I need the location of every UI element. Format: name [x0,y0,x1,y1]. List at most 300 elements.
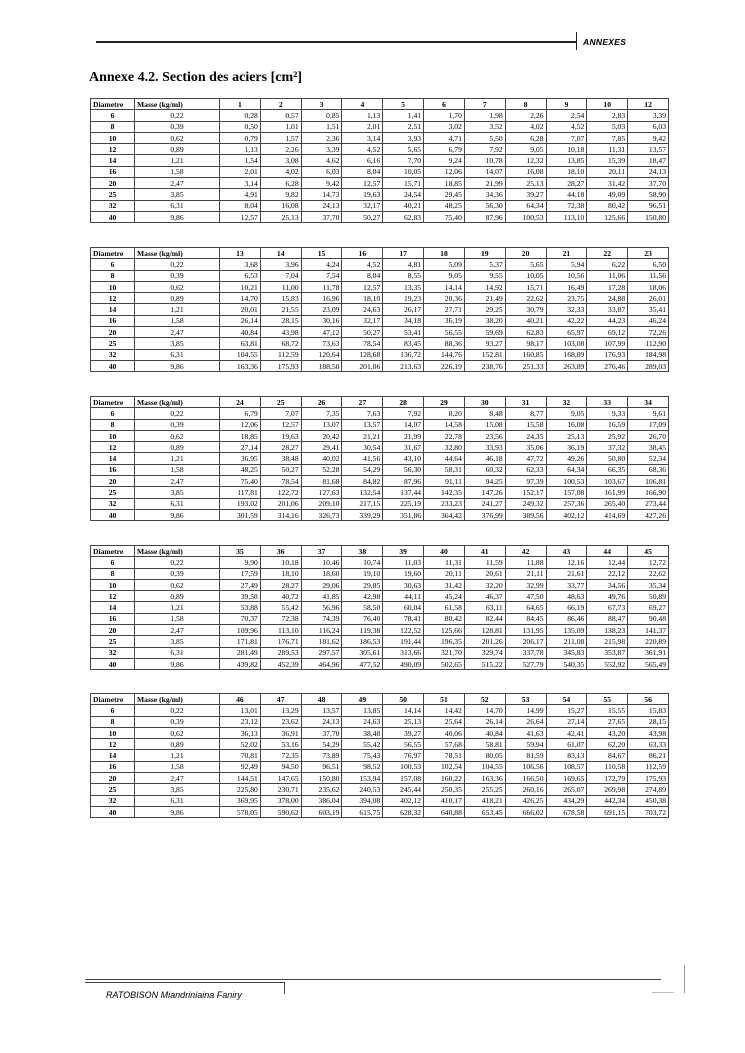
section-cell: 3,14 [342,132,383,143]
section-cell: 78,54 [260,476,301,487]
bar-count-header: 22 [587,248,628,259]
section-cell: 1,51 [301,121,342,132]
section-cell: 49,09 [587,189,628,200]
section-cell: 29,41 [301,442,342,453]
section-cell: 128,68 [342,349,383,360]
section-cell: 88,47 [587,613,628,624]
mass-cell: 3,85 [135,338,220,349]
table-row [91,315,669,326]
section-cell: 22,62 [628,568,669,579]
section-cell: 106,56 [505,761,546,772]
diameter-cell: 25 [91,636,135,647]
section-cell: 50,80 [587,453,628,464]
diameter-cell: 6 [91,557,135,568]
section-cell: 238,76 [464,360,505,371]
section-cell: 233,23 [424,498,465,509]
section-cell: 351,86 [383,509,424,520]
section-cell: 220,89 [628,636,669,647]
section-cell: 3,39 [628,110,669,121]
section-cell: 10,18 [546,144,587,155]
section-cell: 50,89 [628,591,669,602]
section-cell: 73,63 [301,338,342,349]
section-cell: 52,34 [628,453,669,464]
section-cell: 29,06 [301,579,342,590]
section-cell: 42,41 [546,727,587,738]
section-cell: 23,75 [546,293,587,304]
section-cell: 160,85 [505,349,546,360]
mass-cell: 6,31 [135,349,220,360]
mass-cell: 0,62 [135,579,220,590]
section-cell: 34,56 [587,579,628,590]
section-cell: 276,46 [587,360,628,371]
section-cell: 40,06 [424,727,465,738]
mass-cell: 0,39 [135,121,220,132]
table-row [91,430,669,441]
section-cell: 251,33 [505,360,546,371]
mass-cell: 2,47 [135,476,220,487]
section-cell: 34,18 [383,315,424,326]
section-cell: 9,42 [301,178,342,189]
table-row [91,557,669,568]
section-cell: 9,24 [424,155,465,166]
section-cell: 58,31 [424,464,465,475]
table-row [91,338,669,349]
section-cell: 62,83 [383,211,424,222]
section-cell: 11,56 [628,270,669,281]
diameter-cell: 12 [91,442,135,453]
section-cell: 25,13 [260,211,301,222]
section-cell: 10,05 [383,166,424,177]
section-cell: 58,81 [464,739,505,750]
section-cell: 29,25 [464,304,505,315]
section-cell: 25,13 [505,178,546,189]
section-cell: 0,85 [301,110,342,121]
section-table-2 [90,247,669,372]
bar-count-header: 23 [628,248,669,259]
section-cell: 43,98 [260,327,301,338]
section-cell: 3,93 [383,132,424,143]
mass-cell: 3,85 [135,487,220,498]
mass-cell: 1,21 [135,304,220,315]
section-cell: 26,01 [628,293,669,304]
section-cell: 15,58 [505,419,546,430]
section-cell: 54,29 [342,464,383,475]
mass-cell: 0,22 [135,259,220,270]
section-cell: 241,27 [464,498,505,509]
section-cell: 12,72 [628,557,669,568]
diameter-cell: 10 [91,727,135,738]
section-cell: 15,55 [587,705,628,716]
section-cell: 17,59 [220,568,261,579]
section-cell: 5,65 [383,144,424,155]
section-cell: 127,63 [301,487,342,498]
mass-cell: 9,86 [135,509,220,520]
mass-cell: 0,62 [135,727,220,738]
diameter-cell: 12 [91,591,135,602]
section-cell: 44,11 [383,591,424,602]
section-cell: 8,04 [342,166,383,177]
section-cell: 3,52 [464,121,505,132]
section-cell: 1,01 [260,121,301,132]
diameter-cell: 6 [91,110,135,121]
section-cell: 52,02 [220,739,261,750]
mass-cell: 0,22 [135,557,220,568]
bar-count-header: 34 [628,397,669,408]
table-row [91,795,669,806]
section-cell: 14,70 [464,705,505,716]
section-cell: 33,77 [546,579,587,590]
table-row [91,155,669,166]
diameter-cell: 16 [91,613,135,624]
section-cell: 75,40 [220,476,261,487]
section-cell: 91,11 [424,476,465,487]
section-cell: 40,21 [505,315,546,326]
section-cell: 122,72 [260,487,301,498]
section-cell: 106,81 [628,476,669,487]
mass-cell: 3,85 [135,189,220,200]
table-row [91,121,669,132]
section-cell: 9,82 [260,189,301,200]
section-cell: 27,71 [424,304,465,315]
page-margin-mark [684,965,685,993]
section-cell: 265,40 [587,498,628,509]
bar-count-header: 1 [220,99,261,110]
table-row [91,476,669,487]
section-cell: 86,46 [546,613,587,624]
section-cell: 3,68 [220,259,261,270]
section-cell: 119,38 [342,625,383,636]
section-cell: 171,81 [220,636,261,647]
section-cell: 66,35 [587,464,628,475]
mass-cell: 2,47 [135,327,220,338]
bar-count-header: 32 [546,397,587,408]
section-cell: 426,25 [505,795,546,806]
section-cell: 590,62 [260,806,301,817]
section-cell: 81,59 [505,750,546,761]
diameter-cell: 20 [91,625,135,636]
section-cell: 26,14 [220,315,261,326]
section-cell: 16,96 [301,293,342,304]
section-cell: 44,18 [546,189,587,200]
diameter-cell: 16 [91,315,135,326]
section-cell: 70,37 [220,613,261,624]
section-cell: 86,21 [628,750,669,761]
mass-header: Masse (kg/ml) [135,99,220,110]
section-cell: 14,99 [505,705,546,716]
table-row [91,509,669,520]
section-cell: 12,57 [220,211,261,222]
section-cell: 211,08 [546,636,587,647]
table-header-row [91,99,669,110]
section-cell: 163,36 [220,360,261,371]
section-cell: 13,07 [301,419,342,430]
section-cell: 6,03 [301,166,342,177]
section-cell: 142,35 [424,487,465,498]
section-cell: 15,08 [464,419,505,430]
footer-rule-short [85,982,285,983]
section-cell: 274,89 [628,784,669,795]
table-row [91,773,669,784]
section-cell: 5,94 [546,259,587,270]
section-cell: 59,94 [505,739,546,750]
section-cell: 67,73 [587,602,628,613]
section-cell: 269,98 [587,784,628,795]
section-cell: 73,89 [301,750,342,761]
bar-count-header: 8 [505,99,546,110]
mass-cell: 1,58 [135,761,220,772]
section-cell: 153,94 [342,773,383,784]
section-cell: 131,95 [505,625,546,636]
section-cell: 11,31 [424,557,465,568]
section-cell: 477,52 [342,658,383,669]
section-cell: 24,13 [301,200,342,211]
bar-count-header: 12 [628,99,669,110]
diameter-cell: 40 [91,211,135,222]
diameter-cell: 20 [91,476,135,487]
section-cell: 191,44 [383,636,424,647]
section-cell: 3,02 [424,121,465,132]
section-cell: 9,90 [220,557,261,568]
section-cell: 18,10 [342,293,383,304]
diameter-cell: 40 [91,806,135,817]
section-cell: 152,17 [505,487,546,498]
section-cell: 62,20 [587,739,628,750]
diameter-cell: 32 [91,647,135,658]
section-cell: 434,29 [546,795,587,806]
page-margin-mark-h [652,992,674,993]
section-cell: 104,55 [220,349,261,360]
section-table-1 [90,98,669,223]
section-cell: 26,17 [383,304,424,315]
section-cell: 15,39 [587,155,628,166]
section-cell: 57,68 [424,739,465,750]
section-cell: 47,72 [505,453,546,464]
section-cell: 63,11 [464,602,505,613]
bar-count-header: 54 [546,694,587,705]
section-cell: 29,85 [342,579,383,590]
diameter-cell: 16 [91,464,135,475]
section-cell: 361,91 [628,647,669,658]
section-cell: 326,73 [301,509,342,520]
diameter-cell: 10 [91,132,135,143]
diameter-cell: 12 [91,293,135,304]
bar-count-header: 2 [260,99,301,110]
section-cell: 22,78 [424,430,465,441]
bar-count-header: 35 [220,546,261,557]
section-cell: 19,63 [260,430,301,441]
section-cell: 64,34 [546,464,587,475]
section-cell: 23,09 [301,304,342,315]
bar-count-header: 19 [464,248,505,259]
section-cell: 25,13 [383,716,424,727]
section-cell: 112,90 [628,338,669,349]
section-cell: 353,87 [587,647,628,658]
section-cell: 20,36 [424,293,465,304]
section-cell: 42,22 [546,315,587,326]
mass-cell: 0,62 [135,132,220,143]
section-cell: 12,44 [587,557,628,568]
mass-cell: 0,22 [135,705,220,716]
section-table-3 [90,396,669,521]
section-cell: 2,26 [505,110,546,121]
bar-count-header: 41 [464,546,505,557]
section-cell: 3,39 [301,144,342,155]
section-cell: 21,61 [546,568,587,579]
section-cell: 80,05 [464,750,505,761]
mass-cell: 3,85 [135,636,220,647]
section-cell: 9,61 [628,408,669,419]
section-cell: 100,53 [546,476,587,487]
section-cell: 64,34 [505,200,546,211]
section-cell: 28,27 [260,442,301,453]
section-cell: 40,84 [464,727,505,738]
section-cell: 168,89 [546,349,587,360]
table-row [91,360,669,371]
diameter-cell: 8 [91,568,135,579]
section-cell: 4,62 [301,155,342,166]
section-cell: 27,14 [220,442,261,453]
diameter-cell: 10 [91,430,135,441]
diameter-cell: 12 [91,739,135,750]
section-cell: 565,49 [628,658,669,669]
mass-cell: 1,58 [135,166,220,177]
section-cell: 640,88 [424,806,465,817]
section-cell: 125,66 [587,211,628,222]
diameter-cell: 32 [91,200,135,211]
mass-cell: 0,22 [135,408,220,419]
section-cell: 378,00 [260,795,301,806]
section-cell: 4,52 [546,121,587,132]
mass-cell: 0,89 [135,442,220,453]
section-cell: 59,69 [464,327,505,338]
section-cell: 0,50 [220,121,261,132]
section-cell: 117,81 [220,487,261,498]
mass-cell: 9,86 [135,211,220,222]
section-cell: 6,50 [628,259,669,270]
section-cell: 1,13 [220,144,261,155]
section-cell: 112,59 [628,761,669,772]
section-cell: 40,21 [383,200,424,211]
section-cell: 80,42 [424,613,465,624]
section-cell: 24,35 [505,430,546,441]
section-cell: 81,68 [301,476,342,487]
section-cell: 691,15 [587,806,628,817]
section-cell: 27,65 [587,716,628,727]
section-cell: 32,99 [505,579,546,590]
diameter-cell: 32 [91,349,135,360]
section-cell: 4,52 [342,144,383,155]
section-cell: 9,55 [464,270,505,281]
section-cell: 32,80 [424,442,465,453]
section-cell: 137,44 [383,487,424,498]
mass-cell: 1,58 [135,613,220,624]
section-cell: 414,69 [587,509,628,520]
section-cell: 40,72 [260,591,301,602]
section-cell: 201,06 [260,498,301,509]
section-cell: 12,06 [220,419,261,430]
section-cell: 24,88 [587,293,628,304]
table-row [91,716,669,727]
section-cell: 58,50 [342,602,383,613]
bar-count-header: 56 [628,694,669,705]
section-cell: 7,07 [546,132,587,143]
section-cell: 150,80 [301,773,342,784]
section-cell: 4,81 [383,259,424,270]
section-cell: 166,90 [628,487,669,498]
diameter-cell: 20 [91,773,135,784]
section-cell: 30,16 [301,315,342,326]
section-cell: 7,04 [260,270,301,281]
mass-cell: 2,47 [135,625,220,636]
section-cell: 29,45 [424,189,465,200]
section-cell: 69,12 [587,327,628,338]
section-cell: 13,35 [383,281,424,292]
section-cell: 15,83 [260,293,301,304]
section-cell: 31,42 [424,579,465,590]
section-cell: 0,28 [220,110,261,121]
bar-count-header: 53 [505,694,546,705]
section-cell: 703,72 [628,806,669,817]
bar-count-header: 45 [628,546,669,557]
section-cell: 439,82 [220,658,261,669]
bar-count-header: 44 [587,546,628,557]
mass-cell: 6,31 [135,200,220,211]
section-cell: 46,24 [628,315,669,326]
section-cell: 201,06 [342,360,383,371]
section-cell: 48,63 [546,591,587,602]
section-cell: 20,61 [464,568,505,579]
section-cell: 615,75 [342,806,383,817]
section-cell: 104,55 [464,761,505,772]
section-cell: 36,19 [546,442,587,453]
section-cell: 301,59 [220,509,261,520]
section-cell: 78,51 [424,750,465,761]
section-cell: 13,57 [628,144,669,155]
table-row [91,270,669,281]
section-cell: 215,98 [587,636,628,647]
section-cell: 240,53 [342,784,383,795]
section-cell: 410,17 [424,795,465,806]
section-cell: 2,01 [342,121,383,132]
section-cell: 48,25 [424,200,465,211]
section-cell: 24,13 [628,166,669,177]
section-cell: 166,50 [505,773,546,784]
section-cell: 22,62 [505,293,546,304]
section-cell: 36,91 [260,727,301,738]
diameter-cell: 25 [91,784,135,795]
bar-count-header: 18 [424,248,465,259]
section-cell: 4,02 [260,166,301,177]
section-cell: 464,96 [301,658,342,669]
section-cell: 62,83 [505,327,546,338]
bar-count-header: 49 [342,694,383,705]
section-cell: 297,57 [301,647,342,658]
section-cell: 305,61 [342,647,383,658]
section-cell: 337,78 [505,647,546,658]
section-cell: 58,90 [628,189,669,200]
table-row [91,349,669,360]
section-cell: 76,97 [383,750,424,761]
table-row [91,625,669,636]
section-table-4 [90,545,669,670]
section-cell: 314,16 [260,509,301,520]
section-cell: 82,44 [464,613,505,624]
section-cell: 527,79 [505,658,546,669]
diameter-header: Diametre [91,397,135,408]
section-cell: 5,09 [424,259,465,270]
bar-count-header: 10 [587,99,628,110]
section-cell: 103,67 [587,476,628,487]
